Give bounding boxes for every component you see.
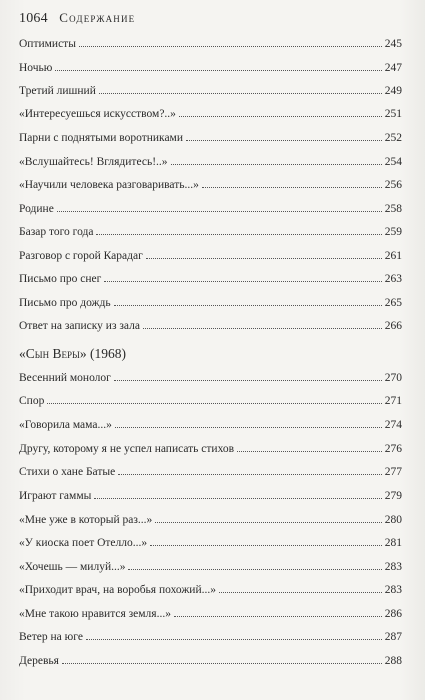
toc-entry: [19, 131, 402, 145]
toc-entry-title: «Интересуешься искусством?..»: [19, 108, 176, 120]
leader-dots: [86, 639, 382, 640]
toc-entry-page: 279: [384, 490, 402, 502]
toc-entry-title: Разговор с горой Карадаг: [19, 250, 143, 262]
toc-entry-title: «Мне уже в который раз...»: [19, 514, 153, 526]
leader-dots: [186, 140, 382, 141]
leader-dots: [114, 305, 382, 306]
toc-entry-page: 281: [384, 537, 402, 549]
toc-entry-title: Третий лишний: [19, 85, 96, 97]
toc-entry-title: «Говорила мама...»: [19, 419, 112, 431]
toc-entry-title: «Хочешь — милуй...»: [19, 561, 126, 573]
toc-entry: [19, 607, 402, 621]
running-head-title: Содержание: [59, 10, 136, 25]
toc-entry-page: 283: [384, 561, 402, 573]
leader-dots: [179, 116, 382, 117]
toc-entry-title: «Научили человека разговаривать...»: [19, 179, 199, 191]
leader-dots: [62, 663, 382, 664]
toc-entry: [19, 202, 402, 216]
toc-entry: [19, 296, 402, 310]
leader-dots: [94, 498, 381, 499]
toc-entry-title: Письмо про дождь: [19, 297, 111, 309]
toc-entry: [19, 371, 402, 385]
toc-entry-page: 265: [384, 297, 402, 309]
toc-entry-title: «Приходит врач, на воробья похожий...»: [19, 584, 216, 596]
toc-entry-page: 280: [384, 514, 402, 526]
leader-dots: [79, 46, 382, 47]
toc-entry: [19, 319, 402, 333]
toc-entry-page: 287: [384, 631, 402, 643]
leader-dots: [104, 281, 381, 282]
toc-entry-title: Парни с поднятыми воротниками: [19, 132, 183, 144]
toc-entry: [19, 249, 402, 263]
leader-dots: [146, 258, 382, 259]
leader-dots: [143, 328, 382, 329]
section-heading: [19, 346, 126, 362]
toc-entry-page: 274: [384, 419, 402, 431]
toc-entry: [19, 560, 402, 574]
leader-dots: [47, 403, 381, 404]
toc-entry-title: «У киоска поет Отелло...»: [19, 537, 148, 549]
toc-entry-title: Весенний монолог: [19, 372, 111, 384]
toc-entry-page: 259: [384, 226, 402, 238]
leader-dots: [118, 474, 382, 475]
leader-dots: [115, 427, 382, 428]
toc-entry-page: 258: [384, 203, 402, 215]
toc-entry-page: 247: [384, 62, 402, 74]
toc-entry-page: 286: [384, 608, 402, 620]
leader-dots: [150, 545, 382, 546]
leader-dots: [55, 70, 381, 71]
toc-entry-page: 288: [384, 655, 402, 667]
toc-entry-title: Письмо про снег: [19, 273, 102, 285]
toc-entry-title: Деревья: [19, 655, 59, 667]
leader-dots: [57, 211, 382, 212]
toc-entry: [19, 465, 402, 479]
toc-entry: [19, 536, 402, 550]
leader-dots: [155, 522, 381, 523]
toc-entry-page: 283: [384, 584, 402, 596]
toc-entry: [19, 489, 402, 503]
leader-dots: [174, 616, 382, 617]
toc-entry: [19, 630, 402, 644]
leader-dots: [237, 451, 382, 452]
toc-entry: [19, 272, 402, 286]
leader-dots: [171, 164, 382, 165]
toc-entry: [19, 37, 402, 51]
toc-entry-page: 271: [384, 395, 402, 407]
toc-entry: [19, 654, 402, 668]
leader-dots: [128, 569, 381, 570]
toc-entry-page: 270: [384, 372, 402, 384]
toc-entry: [19, 107, 402, 121]
leader-dots: [202, 187, 382, 188]
toc-entry-page: 263: [384, 273, 402, 285]
toc-entry-title: Стихи о хане Батые: [19, 466, 116, 478]
toc-entry: [19, 84, 402, 98]
leader-dots: [96, 234, 381, 235]
toc-entry: [19, 513, 402, 527]
toc-entry-title: Другу, которому я не успел написать стихов: [19, 443, 235, 455]
toc-entry-title: Ветер на юге: [19, 631, 83, 643]
toc-entry-title: Играют гаммы: [19, 490, 92, 502]
toc-entry-title: Ответ на записку из зала: [19, 320, 140, 332]
toc-entry-page: 252: [384, 132, 402, 144]
toc-entry-title: Ночью: [19, 62, 53, 74]
toc-entry-page: 254: [384, 156, 402, 168]
toc-entry: [19, 178, 402, 192]
toc-entry-title: «Мне такою нравится земля...»: [19, 608, 171, 620]
toc-entry-title: Родине: [19, 203, 54, 215]
toc-entry-title: Базар того года: [19, 226, 94, 238]
toc-entry-page: 245: [384, 38, 402, 50]
toc-entry-title: Спор: [19, 395, 45, 407]
toc-entry-title: Оптимисты: [19, 38, 76, 50]
toc-entry-title: «Вслушайтесь! Вглядитесь!..»: [19, 156, 168, 168]
leader-dots: [99, 93, 382, 94]
toc-entry-page: 266: [384, 320, 402, 332]
toc-entry-page: 261: [384, 250, 402, 262]
leader-dots: [114, 380, 382, 381]
toc-entry-page: 256: [384, 179, 402, 191]
toc-entry: [19, 225, 402, 239]
toc-entry: [19, 418, 402, 432]
toc-entry: [19, 394, 402, 408]
toc-entry-page: 249: [384, 85, 402, 97]
section-heading-title: «Сын Веры» (1968): [19, 346, 126, 361]
toc-entry-page: 276: [384, 443, 402, 455]
toc-entry: [19, 442, 402, 456]
page-number: 1064: [19, 11, 48, 26]
toc-entry: [19, 583, 402, 597]
toc-entry: [19, 155, 402, 169]
leader-dots: [219, 592, 382, 593]
toc-entry-page: 277: [384, 466, 402, 478]
toc-entry: [19, 61, 402, 75]
toc-entry-page: 251: [384, 108, 402, 120]
